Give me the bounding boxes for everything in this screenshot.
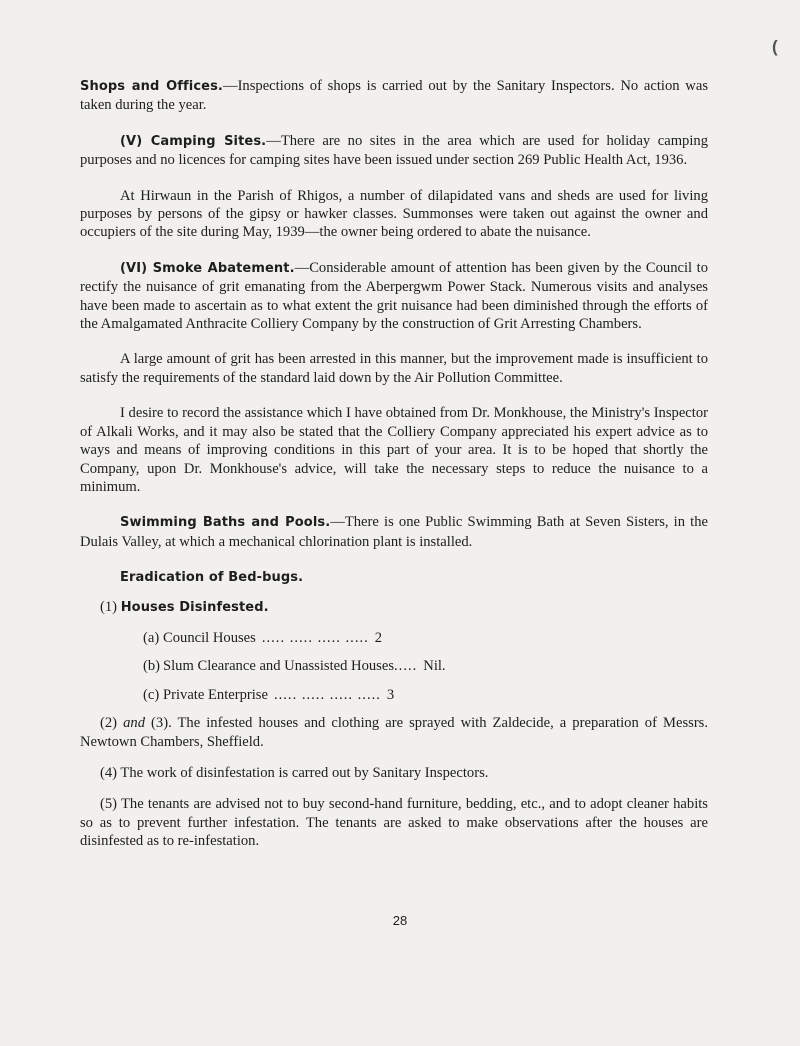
shops-heading: Shops and Offices. bbox=[80, 79, 223, 94]
list-item bbox=[143, 657, 708, 675]
bedbugs-heading-line bbox=[80, 568, 708, 587]
item2-and: and bbox=[123, 715, 145, 732]
item-label: Council Houses bbox=[163, 629, 256, 646]
bedbugs-item-2 bbox=[80, 714, 708, 751]
item-value: Nil. bbox=[423, 658, 446, 675]
item-dots: ..... ..... ..... ..... bbox=[273, 686, 381, 703]
bedbugs-heading: Eradication of Bed-bugs. bbox=[120, 570, 304, 586]
item2-number-b: (3). bbox=[151, 715, 172, 732]
bedbugs-sub1 bbox=[100, 598, 708, 617]
smoke-paragraph-2: A large amount of grit has been arrested in this manner, but the improvement made is insufficient to satisfy the requirements of the standard laid down by the Air Pollution Committee. bbox=[80, 351, 708, 386]
smoke-heading: (VI) Smoke Abatement. bbox=[120, 260, 295, 276]
camping-heading: (V) Camping Sites. bbox=[120, 133, 267, 149]
swimming-paragraph bbox=[80, 513, 708, 551]
item-letter: (a) bbox=[143, 629, 160, 646]
item-label: Private Enterprise bbox=[163, 686, 268, 703]
shops-paragraph bbox=[80, 77, 708, 115]
shops-text: —Inspections of shops is carried out by the Sanitary Inspectors. No action was taken during the year. bbox=[80, 78, 708, 114]
camping-text: —There are no sites in the area which are used for holiday camping purposes and no licences for camping sites have been issued under section 269 Public Health Act, 1936. bbox=[80, 132, 708, 169]
item-letter: (c) bbox=[143, 686, 160, 703]
page-number: 28 bbox=[392, 913, 408, 928]
item-letter: (b) bbox=[143, 658, 161, 675]
smoke-paragraph-3: I desire to record the assistance which I have obtained from Dr. Monkhouse, the Ministry's Inspector of Alkali Works, and it may also be stated that the Colliery Company appreciated his expert advice as to ways and means of improving conditions in this part of your area. It is to be hoped that shortly the Company, upon Dr. Monkhouse's advice, will take the necessary steps to reduce the nuisance to a minimum. bbox=[80, 405, 708, 495]
camping-paragraph-2: At Hirwaun in the Parish of Rhigos, a number of dilapidated vans and sheds are used for living purposes by persons of the gipsy or hawker classes. Summonses were taken out against the owner and occupiers of the site during May, 1939—the owner being ordered to abate the nuisance. bbox=[80, 187, 708, 241]
bedbugs-sub1-heading: Houses Disinfested. bbox=[120, 599, 269, 615]
list-item bbox=[143, 686, 708, 704]
smoke-paragraph bbox=[80, 259, 708, 334]
swimming-text: —There is one Public Swimming Bath at Seven Sisters, in the Dulais Valley, at which a mechanical chlorination plant is installed. bbox=[80, 514, 708, 550]
swimming-heading: Swimming Baths and Pools. bbox=[120, 515, 331, 531]
item-dots: ..... bbox=[394, 658, 418, 675]
item-label: Slum Clearance and Unassisted Houses bbox=[163, 658, 395, 675]
list-item bbox=[143, 629, 708, 647]
item-value: 2 bbox=[374, 629, 383, 646]
bedbugs-item-4: (4) The work of disinfestation is carred out by Sanitary Inspectors. bbox=[100, 764, 489, 781]
item-dots: ..... ..... ..... ..... bbox=[261, 629, 369, 646]
document-page bbox=[80, 77, 708, 851]
item2-text: The infested houses and clothing are sprayed with Zaldecide, a preparation of Messrs. Newtown Chambers, Sheffield. bbox=[80, 715, 709, 750]
camping-paragraph bbox=[80, 132, 708, 170]
disinfested-list bbox=[80, 629, 708, 704]
bedbugs-sub1-number: (1) bbox=[100, 598, 118, 615]
bedbugs-item-5: (5) The tenants are advised not to buy second-hand furniture, bedding, etc., and to adopt cleaner habits so as to prevent further infestation. The tenants are asked to make observations after the houses are disinfested as to re-infestation. bbox=[80, 796, 708, 850]
item-value: 3 bbox=[386, 686, 395, 703]
item2-number: (2) bbox=[100, 715, 118, 732]
smoke-text: —Considerable amount of attention has been given by the Council to rectify the nuisance of grit emanating from the Aberpergwm Power Stack. Numerous visits and analyses have been made to ascertain as to what extent the grit nuisance had been diminished through the efforts of the Amalgamated Anthracite Colliery Company by the construction of Grit Arresting Chambers. bbox=[80, 259, 708, 333]
corner-mark: ( bbox=[772, 37, 778, 56]
